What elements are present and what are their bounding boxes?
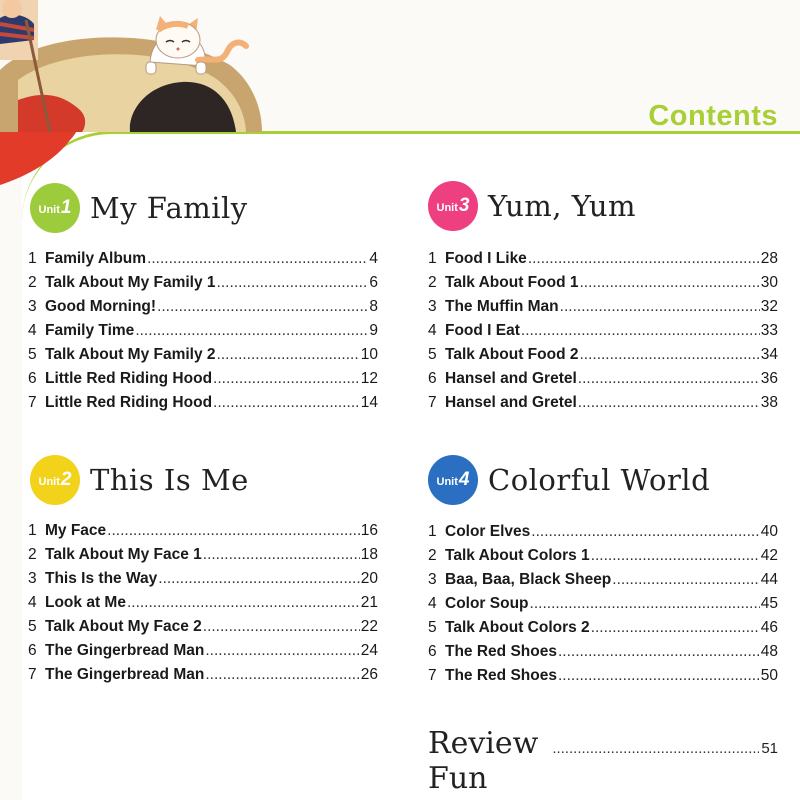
- lesson-title: Talk About My Face 2: [45, 618, 202, 635]
- toc-entry[interactable]: [28, 546, 378, 570]
- toc-entry[interactable]: [428, 322, 778, 346]
- dot-leader: [578, 370, 760, 388]
- toc-entry[interactable]: [428, 667, 778, 691]
- lesson-title: The Muffin Man: [445, 298, 559, 315]
- lesson-title: Little Red Riding Hood: [45, 394, 213, 411]
- lesson-number: 4: [28, 594, 37, 611]
- page-number: 6: [369, 274, 378, 291]
- page-number: 8: [369, 298, 378, 315]
- dot-leader: [579, 346, 759, 364]
- toc-entry[interactable]: [428, 523, 778, 547]
- left-margin: [0, 130, 22, 800]
- unit-4-lesson-list: [428, 523, 778, 691]
- page-number: 18: [360, 546, 378, 563]
- unit-badge-word: Unit: [436, 202, 458, 214]
- page-number: 45: [760, 595, 778, 612]
- unit-1-lesson-list: [28, 250, 378, 418]
- page-title: Contents: [648, 100, 778, 132]
- lesson-number: 5: [428, 346, 437, 363]
- lesson-number: 3: [428, 571, 437, 588]
- page-number: 50: [760, 667, 778, 684]
- toc-entry[interactable]: [28, 370, 378, 394]
- lesson-title: Little Red Riding Hood: [45, 370, 213, 387]
- lesson-number: 2: [28, 274, 37, 291]
- lesson-number: 4: [428, 322, 437, 339]
- lesson-number: 6: [428, 370, 437, 387]
- lesson-number: 7: [428, 667, 437, 684]
- lesson-title: The Red Shoes: [445, 667, 557, 684]
- lesson-title: Family Album: [45, 250, 147, 267]
- unit-1-header: [30, 183, 248, 233]
- unit-4-title: Colorful World: [488, 463, 711, 497]
- page-number: 33: [760, 322, 778, 339]
- lesson-title: Baa, Baa, Black Sheep: [445, 571, 612, 588]
- lesson-title: Talk About Food 1: [445, 274, 579, 291]
- page-number: 32: [760, 298, 778, 315]
- toc-entry[interactable]: [428, 274, 778, 298]
- unit-4-header: [428, 455, 710, 505]
- page-number: 48: [760, 643, 778, 660]
- page-number: 26: [360, 666, 378, 683]
- lesson-title: Food I Eat: [445, 322, 520, 339]
- dot-leader: [528, 250, 760, 268]
- lesson-title: The Red Shoes: [445, 643, 557, 660]
- toc-entry[interactable]: [28, 522, 378, 546]
- unit-2-lesson-list: [28, 522, 378, 690]
- dot-leader: [135, 322, 368, 340]
- lesson-number: 1: [28, 250, 37, 267]
- lesson-number: 4: [28, 322, 37, 339]
- unit-badge-number: 2: [60, 469, 72, 490]
- page-number: 30: [760, 274, 778, 291]
- unit-badge-number: 4: [458, 469, 470, 490]
- toc-entry[interactable]: [28, 394, 378, 418]
- toc-entry[interactable]: [428, 595, 778, 619]
- review-entry[interactable]: [428, 726, 778, 796]
- page-number: 24: [360, 642, 378, 659]
- page-number: 22: [360, 618, 378, 635]
- dot-leader: [558, 667, 760, 685]
- lesson-number: 2: [428, 547, 437, 564]
- dot-leader: [203, 546, 360, 564]
- unit-badge-number: 1: [60, 197, 72, 218]
- dot-leader: [213, 394, 360, 412]
- page-number: 51: [761, 740, 778, 757]
- dot-leader: [591, 619, 760, 637]
- lesson-number: 7: [428, 394, 437, 411]
- unit-badge-word: Unit: [436, 476, 458, 488]
- page-number: 28: [760, 250, 778, 267]
- unit-3-title: Yum, Yum: [488, 189, 637, 223]
- page-number: 16: [360, 522, 378, 539]
- unit-1-title: My Family: [90, 191, 248, 225]
- lesson-title: Talk About My Family 1: [45, 274, 216, 291]
- dot-leader: [552, 740, 759, 757]
- unit-badge-word: Unit: [38, 204, 60, 216]
- lesson-title: The Gingerbread Man: [45, 642, 205, 659]
- dot-leader: [205, 666, 359, 684]
- dot-leader: [147, 250, 368, 268]
- dot-leader: [591, 547, 760, 565]
- lesson-title: Talk About My Face 1: [45, 546, 202, 563]
- toc-entry[interactable]: [428, 346, 778, 370]
- cat-bowl-illustration: [0, 0, 270, 200]
- toc-entry[interactable]: [428, 643, 778, 667]
- toc-entry[interactable]: [428, 394, 778, 418]
- lesson-number: 3: [28, 298, 37, 315]
- lesson-number: 1: [428, 250, 437, 267]
- toc-entry[interactable]: [428, 547, 778, 571]
- lesson-title: Food I Like: [445, 250, 527, 267]
- dot-leader: [205, 642, 359, 660]
- dot-leader: [521, 322, 760, 340]
- unit-1-badge: [30, 183, 80, 233]
- page-number: 12: [360, 370, 378, 387]
- unit-3-badge: [428, 181, 478, 231]
- lesson-title: Talk About My Family 2: [45, 346, 216, 363]
- lesson-title: My Face: [45, 522, 107, 539]
- dot-leader: [579, 274, 759, 292]
- toc-entry[interactable]: [28, 642, 378, 666]
- dot-leader: [558, 643, 760, 661]
- lesson-number: 3: [28, 570, 37, 587]
- toc-entry[interactable]: [28, 274, 378, 298]
- toc-entry[interactable]: [428, 571, 778, 595]
- lesson-number: 1: [28, 522, 37, 539]
- toc-entry[interactable]: [28, 594, 378, 618]
- lesson-title: Talk About Colors 1: [445, 547, 590, 564]
- lesson-number: 6: [428, 643, 437, 660]
- page-number: 42: [760, 547, 778, 564]
- toc-entry[interactable]: [28, 346, 378, 370]
- dot-leader: [612, 571, 759, 589]
- lesson-number: 5: [28, 346, 37, 363]
- toc-entry[interactable]: [28, 618, 378, 642]
- toc-entry[interactable]: [28, 250, 378, 274]
- dot-leader: [107, 522, 360, 540]
- dot-leader: [578, 394, 760, 412]
- lesson-number: 6: [28, 642, 37, 659]
- dot-leader: [217, 346, 360, 364]
- page-number: 14: [360, 394, 378, 411]
- lesson-number: 2: [428, 274, 437, 291]
- toc-entry[interactable]: [28, 298, 378, 322]
- lesson-title: Color Elves: [445, 523, 531, 540]
- page-number: 10: [360, 346, 378, 363]
- toc-entry[interactable]: [428, 619, 778, 643]
- dot-leader: [560, 298, 760, 316]
- unit-badge-word: Unit: [38, 476, 60, 488]
- lesson-title: Hansel and Gretel: [445, 370, 577, 387]
- toc-entry[interactable]: [28, 322, 378, 346]
- lesson-number: 2: [28, 546, 37, 563]
- dot-leader: [213, 370, 360, 388]
- lesson-number: 5: [28, 618, 37, 635]
- lesson-number: 5: [428, 619, 437, 636]
- page-number: 21: [360, 594, 378, 611]
- unit-4-badge: [428, 455, 478, 505]
- lesson-number: 1: [428, 523, 437, 540]
- lesson-title: Hansel and Gretel: [445, 394, 577, 411]
- page-number: 36: [760, 370, 778, 387]
- page-number: 44: [760, 571, 778, 588]
- lesson-title: Talk About Colors 2: [445, 619, 590, 636]
- unit-3-header: [428, 181, 636, 231]
- dot-leader: [217, 274, 369, 292]
- dot-leader: [531, 523, 759, 541]
- lesson-title: Talk About Food 2: [445, 346, 579, 363]
- lesson-title: Good Morning!: [45, 298, 157, 315]
- lesson-number: 6: [28, 370, 37, 387]
- page-number: 20: [360, 570, 378, 587]
- page-number: 38: [760, 394, 778, 411]
- lesson-number: 7: [28, 394, 37, 411]
- page-number: 9: [369, 322, 378, 339]
- toc-entry[interactable]: [428, 298, 778, 322]
- lesson-title: Look at Me: [45, 594, 126, 611]
- dot-leader: [203, 618, 360, 636]
- unit-3-lesson-list: [428, 250, 778, 418]
- dot-leader: [157, 298, 368, 316]
- lesson-number: 4: [428, 595, 437, 612]
- dot-leader: [158, 570, 359, 588]
- lesson-number: 7: [28, 666, 37, 683]
- toc-entry[interactable]: [28, 666, 378, 690]
- unit-2-badge: [30, 455, 80, 505]
- dot-leader: [127, 594, 360, 612]
- unit-badge-number: 3: [458, 195, 470, 216]
- page-number: 40: [760, 523, 778, 540]
- page-number: 4: [369, 250, 378, 267]
- lesson-title: Family Time: [45, 322, 135, 339]
- toc-entry[interactable]: [428, 250, 778, 274]
- lesson-title: The Gingerbread Man: [45, 666, 205, 683]
- dot-leader: [530, 595, 760, 613]
- unit-2-title: This Is Me: [90, 463, 249, 497]
- lesson-title: Color Soup: [445, 595, 529, 612]
- lesson-number: 3: [428, 298, 437, 315]
- page-number: 34: [760, 346, 778, 363]
- lesson-title: This Is the Way: [45, 570, 158, 587]
- unit-2-header: [30, 455, 249, 505]
- review-title: Review Fun: [428, 726, 539, 796]
- toc-entry[interactable]: [28, 570, 378, 594]
- toc-entry[interactable]: [428, 370, 778, 394]
- page-number: 46: [760, 619, 778, 636]
